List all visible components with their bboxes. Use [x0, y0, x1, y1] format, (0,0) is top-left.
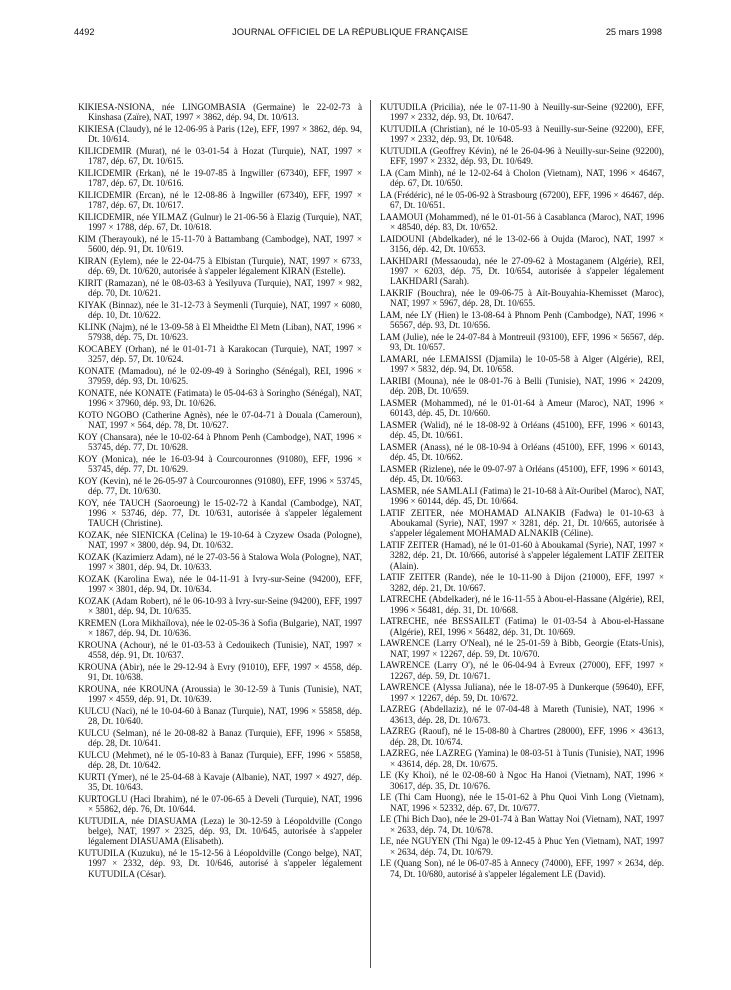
naturalization-entry: LAZREG, née LAZREG (Yamina) le 08-03-51 à Tunis (Tunisie), NAT, 1996 × 43614, dép. 28, Dt. 10/675.	[380, 748, 664, 769]
naturalization-entry: KROUNA (Abir), née le 29-12-94 à Evry (91010), EFF, 1997 × 4558, dép. 91, Dt. 10/638.	[78, 662, 362, 683]
naturalization-entry: LASMER, née SAMLALI (Fatima) le 21-10-68 à Aït-Ouribel (Maroc), NAT, 1996 × 60144, dép. 45, Dt. 10/664.	[380, 486, 664, 507]
naturalization-entry: KOY (Kevin), né le 26-05-97 à Courcouronnes (91080), EFF, 1996 × 53745, dép. 77, Dt. 10/630.	[78, 476, 362, 497]
naturalization-entry: LAKRIF (Bouchra), née le 09-06-75 à Aït-Bouyahia-Khemisset (Maroc), NAT, 1997 × 5967, dép. 28, Dt. 10/655.	[380, 288, 664, 309]
naturalization-entry: KIRAN (Eylem), née le 22-04-75 à Elbistan (Turquie), NAT, 1997 × 6733, dép. 69, Dt. 10/620, autorisée à s'appeler légalement KIRAN (Estelle).	[78, 256, 362, 277]
naturalization-entry: KOZAK, née SIENICKA (Celina) le 19-10-64 à Czyzew Osada (Pologne), NAT, 1997 × 3800, dép. 94, Dt. 10/632.	[78, 530, 362, 551]
naturalization-entry: LASMER (Rizlene), née le 09-07-97 à Orléans (45100), EFF, 1996 × 60143, dép. 45, Dt. 10/663.	[380, 464, 664, 485]
naturalization-entry: LAM (Julie), née le 24-07-84 à Montreuil (93100), EFF, 1996 × 56567, dép. 93, Dt. 10/657.	[380, 332, 664, 353]
naturalization-entry: KOZAK (Adam Robert), né le 06-10-93 à Ivry-sur-Seine (94200), EFF, 1997 × 3801, dép. 94, Dt. 10/635.	[78, 596, 362, 617]
naturalization-entry: LE (Thi Cam Huong), née le 15-01-62 à Phu Quoi Vinh Long (Vietnam), NAT, 1996 × 52332, dép. 67, Dt. 10/677.	[380, 792, 664, 813]
naturalization-entry: LATRECHE, née BESSAILET (Fatima) le 01-03-54 à Abou-el-Hassane (Algérie), REI, 1996 × 56482, dép. 31, Dt. 10/669.	[380, 616, 664, 637]
naturalization-entry: LAZREG (Raouf), né le 15-08-80 à Chartres (28000), EFF, 1996 × 43613, dép. 28, Dt. 10/674.	[380, 726, 664, 747]
naturalization-entry: LASMER (Mohammed), né le 01-01-64 à Ameur (Maroc), NAT, 1996 × 60143, dép. 45, Dt. 10/660.	[380, 398, 664, 419]
naturalization-entry: KOY (Monica), née le 16-03-94 à Courcouronnes (91080), EFF, 1996 × 53745, dép. 77, Dt. 10/629.	[78, 454, 362, 475]
naturalization-entry: KROUNA, née KROUNA (Aroussia) le 30-12-59 à Tunis (Tunisie), NAT, 1997 × 4559, dép. 91, Dt. 10/639.	[78, 684, 362, 705]
naturalization-entry: LAKHDARI (Messaouda), née le 27-09-62 à Mostaganem (Algérie), REI, 1997 × 6203, dép. 75, Dt. 10/654, autorisée à s'appeler légalement LAKHDARI (Sarah).	[380, 256, 664, 287]
naturalization-entry: KUTUDILA (Pricilia), née le 07-11-90 à Neuilly-sur-Seine (92200), EFF, 1997 × 2332, dép. 93, Dt. 10/647.	[380, 102, 664, 123]
naturalization-entry: KULCU (Naci), né le 10-04-60 à Banaz (Turquie), NAT, 1996 × 55858, dép. 28, Dt. 10/640.	[78, 706, 362, 727]
naturalization-entry: LAIDOUNI (Abdelkader), né le 13-02-66 à Oujda (Maroc), NAT, 1997 × 3156, dép. 42, Dt. 10/653.	[380, 234, 664, 255]
naturalization-entry: KROUNA (Achour), né le 01-03-53 à Cedouikech (Tunisie), NAT, 1997 × 4558, dép. 91, Dt. 10/637.	[78, 640, 362, 661]
naturalization-entry: LAM, née LY (Hien) le 13-08-64 à Phnom Penh (Cambodge), NAT, 1996 × 56567, dép. 93, Dt. 10/656.	[380, 310, 664, 331]
naturalization-entry: KULCU (Selman), né le 20-08-82 à Banaz (Turquie), EFF, 1996 × 55858, dép. 28, Dt. 10/641.	[78, 728, 362, 749]
naturalization-entry: KOY, née TAUCH (Saoroeung) le 15-02-72 à Kandal (Cambodge), NAT, 1996 × 53746, dép. 77, Dt. 10/631, autorisée à s'appeler légalement TAUCH (Christine).	[78, 498, 362, 529]
naturalization-entry: LAMARI, née LEMAISSI (Djamila) le 10-05-58 à Alger (Algérie), REI, 1997 × 5832, dép. 94, Dt. 10/658.	[380, 354, 664, 375]
naturalization-entry: LATIF ZEITER, née MOHAMAD ALNAKIB (Fadwa) le 01-10-63 à Aboukamal (Syrie), NAT, 1997 × 3281, dép. 21, Dt. 10/665, autorisée à s'appeler légalement MOHAMAD ALNAKIB (Céline).	[380, 508, 664, 539]
naturalization-entry: KUTUDILA (Christian), né le 10-05-93 à Neuilly-sur-Seine (92200), EFF, 1997 × 2332, dép. 93, Dt. 10/648.	[380, 124, 664, 145]
naturalization-entry: KURTOGLU (Haci Ibrahim), né le 07-06-65 à Develi (Turquie), NAT, 1996 × 55862, dép. 76, Dt. 10/644.	[78, 794, 362, 815]
page-number: 4492	[74, 27, 95, 37]
naturalization-entry: LE (Quang Son), né le 06-07-85 à Annecy (74000), EFF, 1997 × 2634, dép. 74, Dt. 10/680, autorisé à s'appeler légalement LE (David).	[380, 858, 664, 879]
naturalization-entry: KOTO NGOBO (Catherine Agnès), née le 07-04-71 à Douala (Cameroun), NAT, 1997 × 564, dép. 78, Dt. 10/627.	[78, 410, 362, 431]
naturalization-entry: LA (Frédéric), né le 05-06-92 à Strasbourg (67200), EFF, 1996 × 46467, dép. 67, Dt. 10/651.	[380, 190, 664, 211]
naturalization-entry: KONATE (Mamadou), né le 02-09-49 à Soringho (Sénégal), REI, 1996 × 37959, dép. 93, Dt. 10/625.	[78, 366, 362, 387]
naturalization-entry: KONATE, née KONATE (Fatimata) le 05-04-63 à Soringho (Sénégal), NAT, 1996 × 37960, dép. 93, Dt. 10/626.	[78, 388, 362, 409]
naturalization-entry: LARIBI (Mouna), née le 08-01-76 à Belli (Tunisie), NAT, 1996 × 24209, dép. 20B, Dt. 10/659.	[380, 376, 664, 397]
naturalization-entry: KOZAK (Kazimierz Adam), né le 27-03-56 à Stalowa Wola (Pologne), NAT, 1997 × 3801, dép. 94, Dt. 10/633.	[78, 552, 362, 573]
naturalization-entry: KIKIESA (Claudy), né le 12-06-95 à Paris (12e), EFF, 1997 × 3862, dép. 94, Dt. 10/614.	[78, 124, 362, 145]
naturalization-entry: KREMEN (Lora Mikhaïlova), née le 02-05-36 à Sofia (Bulgarie), NAT, 1997 × 1867, dép. 94, Dt. 10/636.	[78, 618, 362, 639]
naturalization-entry: KLINK (Najm), né le 13-09-58 à El Mheidthe El Metn (Liban), NAT, 1996 × 57938, dép. 75, Dt. 10/623.	[78, 322, 362, 343]
naturalization-entry: KUTUDILA (Kuzuku), né le 15-12-56 à Léopoldville (Congo belge), NAT, 1997 × 2332, dép. 93, Dt. 10/646, autorisé à s'appeler légalement KUTUDILA (César).	[78, 848, 362, 879]
naturalization-entry: KILICDEMIR (Murat), né le 03-01-54 à Hozat (Turquie), NAT, 1997 × 1787, dép. 67, Dt. 10/615.	[78, 146, 362, 167]
naturalization-entry: KILICDEMIR (Ercan), né le 12-08-86 à Ingwiller (67340), EFF, 1997 × 1787, dép. 67, Dt. 10/617.	[78, 190, 362, 211]
naturalization-entry: KIKIESA-NSIONA, née LINGOMBASIA (Germaine) le 22-02-73 à Kinshasa (Zaïre), NAT, 1997 × 3862, dép. 94, Dt. 10/613.	[78, 102, 362, 123]
naturalization-entry: LATRECHE (Abdelkader), né le 16-11-55 à Abou-el-Hassane (Algérie), REI, 1996 × 56481, dép. 31, Dt. 10/668.	[380, 594, 664, 615]
naturalization-entry: KOY (Chansara), née le 10-02-64 à Phnom Penh (Cambodge), NAT, 1996 × 53745, dép. 77, Dt. 10/628.	[78, 432, 362, 453]
naturalization-entry: LAWRENCE (Alyssa Juliana), née le 18-07-95 à Dunkerque (59640), EFF, 1997 × 12267, dép. 59, Dt. 10/672.	[380, 682, 664, 703]
publication-date: 25 mars 1998	[605, 27, 662, 37]
naturalization-entry: LE (Ky Khoi), né le 02-08-60 à Ngoc Ha Hanoi (Vietnam), NAT, 1996 × 30617, dép. 35, Dt. 10/676.	[380, 770, 664, 791]
naturalization-entry: KOCABEY (Orhan), né le 01-01-71 à Karakocan (Turquie), NAT, 1997 × 3257, dép. 57, Dt. 10/624.	[78, 344, 362, 365]
naturalization-entry: KILICDEMIR (Erkan), né le 19-07-85 à Ingwiller (67340), EFF, 1997 × 1787, dép. 67, Dt. 10/616.	[78, 168, 362, 189]
naturalization-entry: LAWRENCE (Larry O'), né le 06-04-94 à Evreux (27000), EFF, 1997 × 12267, dép. 59, Dt. 10/671.	[380, 660, 664, 681]
naturalization-entry: KUTUDILA (Geoffrey Kévin), né le 26-04-96 à Neuilly-sur-Seine (92200), EFF, 1997 × 2332, dép. 93, Dt. 10/649.	[380, 146, 664, 167]
naturalization-entry: KULCU (Mehmet), né le 05-10-83 à Banaz (Turquie), EFF, 1996 × 55858, dép. 28, Dt. 10/642.	[78, 750, 362, 771]
naturalization-entry: LAZREG (Abdellaziz), né le 07-04-48 à Mareth (Tunisie), NAT, 1996 × 43613, dép. 28, Dt. 10/673.	[380, 704, 664, 725]
naturalization-entry: KIYAK (Binnaz), née le 31-12-73 à Seymenli (Turquie), NAT, 1997 × 6080, dép. 10, Dt. 10/622.	[78, 300, 362, 321]
journal-title: JOURNAL OFFICIEL DE LA RÉPUBLIQUE FRANÇAISE	[232, 27, 469, 37]
right-column	[380, 102, 664, 880]
naturalization-entry: LAAMOUI (Mohammed), né le 01-01-56 à Casablanca (Maroc), NAT, 1996 × 48540, dép. 83, Dt. 10/652.	[380, 212, 664, 233]
page-header	[74, 27, 662, 45]
naturalization-entry: KURTI (Ymer), né le 25-04-68 à Kavaje (Albanie), NAT, 1997 × 4927, dép. 35, Dt. 10/643.	[78, 772, 362, 793]
naturalization-entry: LATIF ZEITER (Hamad), né le 01-01-60 à Aboukamal (Syrie), NAT, 1997 × 3282, dép. 21, Dt. 10/666, autorisé à s'appeler légalement LATIF ZEITER (Alain).	[380, 540, 664, 571]
naturalization-entry: LE (Thi Bich Dao), née le 29-01-74 à Ban Wattay Noi (Vietnam), NAT, 1997 × 2633, dép. 74, Dt. 10/678.	[380, 814, 664, 835]
naturalization-entry: KILICDEMIR, née YILMAZ (Gulnur) le 21-06-56 à Elazig (Turquie), NAT, 1997 × 1788, dép. 67, Dt. 10/618.	[78, 212, 362, 233]
naturalization-entry: LE, née NGUYEN (Thi Nga) le 09-12-45 à Phuc Yen (Vietnam), NAT, 1997 × 2634, dép. 74, Dt. 10/679.	[380, 836, 664, 857]
naturalization-entry: LASMER (Walid), né le 18-08-92 à Orléans (45100), EFF, 1996 × 60143, dép. 45, Dt. 10/661.	[380, 420, 664, 441]
naturalization-entry: KUTUDILA, née DIASUAMA (Leza) le 30-12-59 à Léopoldville (Congo belge), NAT, 1997 × 2325, dép. 93, Dt. 10/645, autorisée à s'appeler légalement DIASUAMA (Elisabeth).	[78, 816, 362, 847]
naturalization-entry: KIRIT (Ramazan), né le 08-03-63 à Yesilyuva (Turquie), NAT, 1997 × 982, dép. 70, Dt. 10/621.	[78, 278, 362, 299]
naturalization-entry: LATIF ZEITER (Rande), née le 10-11-90 à Dijon (21000), EFF, 1997 × 3282, dép. 21, Dt. 10/667.	[380, 572, 664, 593]
naturalization-entry: LASMER (Anass), né le 08-10-94 à Orléans (45100), EFF, 1996 × 60143, dép. 45, Dt. 10/662.	[380, 442, 664, 463]
column-divider	[370, 100, 371, 968]
naturalization-entry: KIM (Therayouk), né le 15-11-70 à Battambang (Cambodge), NAT, 1997 × 5600, dép. 91, Dt. 10/619.	[78, 234, 362, 255]
naturalization-entry: KOZAK (Karolina Ewa), née le 04-11-91 à Ivry-sur-Seine (94200), EFF, 1997 × 3801, dép. 94, Dt. 10/634.	[78, 574, 362, 595]
naturalization-entry: LAWRENCE (Larry O'Neal), né le 25-01-59 à Bibb, Georgie (Etats-Unis), NAT, 1997 × 12267, dép. 59, Dt. 10/670.	[380, 638, 664, 659]
naturalization-entry: LA (Cam Minh), né le 12-02-64 à Cholon (Vietnam), NAT, 1996 × 46467, dép. 67, Dt. 10/650.	[380, 168, 664, 189]
left-column	[78, 102, 362, 880]
